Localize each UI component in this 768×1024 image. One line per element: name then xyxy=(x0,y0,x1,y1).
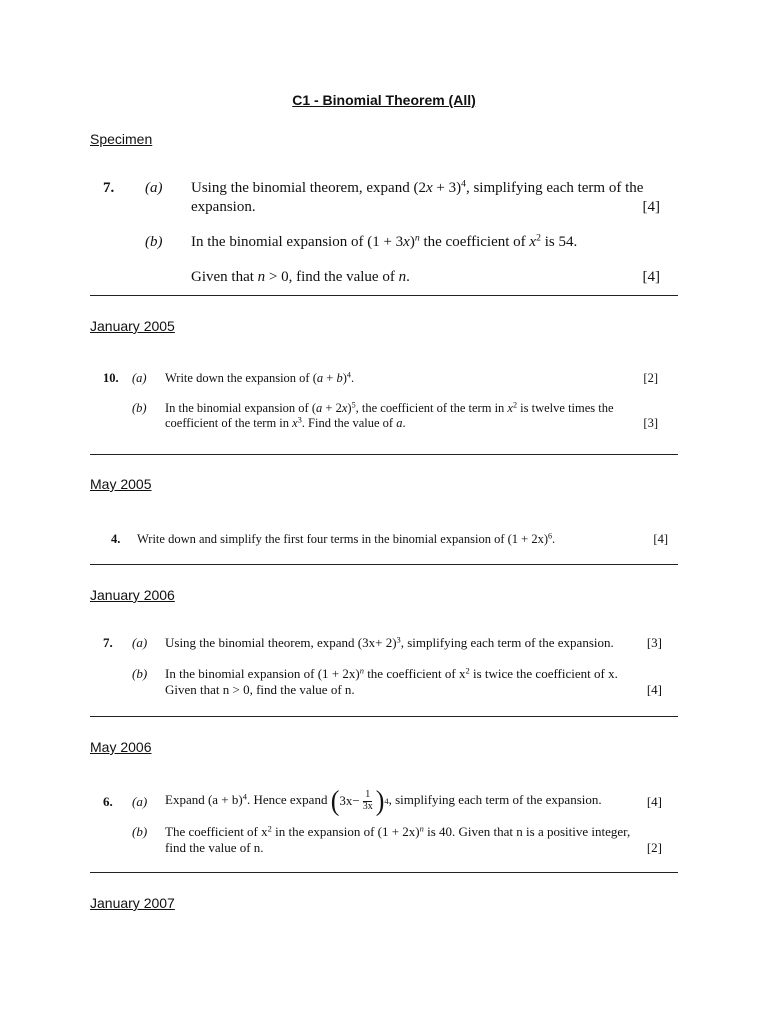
section-heading-jan-2007: January 2007 xyxy=(90,895,175,911)
part-b-marks: [4] xyxy=(642,269,660,285)
part-b-marks: [2] xyxy=(646,840,662,855)
part-b-text: The coefficient of $x^2$ in the expansion of $(1 + 2x)^n$ is 40. Given that n is a positive integer, xyxy=(165,823,631,839)
part-b-text-line2: Given that n > 0, find the value of n. xyxy=(165,682,355,697)
question-number: 7. xyxy=(103,180,115,196)
section-heading-may-2005: May 2005 xyxy=(90,476,152,492)
part-b-label: (b) xyxy=(145,234,163,250)
part-a-text: Expand $(a + b)^4$. Hence expand ( 3x− $\frac{1}{3x}$ ) 4 , simplifying each term of the expansion. xyxy=(165,782,602,819)
part-a-label: (a) xyxy=(132,635,148,650)
divider xyxy=(90,716,678,717)
part-b-text-line2: coefficient of the term in $x^3$. Find the value of a. xyxy=(165,415,406,430)
part-b-text: In the binomial expansion of $(1 + 3x)^n$ the coefficient of $x^2$ is 54. xyxy=(191,232,578,250)
divider xyxy=(90,564,678,565)
question-marks: [4] xyxy=(653,532,668,546)
part-a-marks: [3] xyxy=(646,635,662,650)
part-b-label: (b) xyxy=(132,401,147,415)
part-a-marks: [4] xyxy=(642,199,660,215)
page-title: C1 - Binomial Theorem (All) xyxy=(292,92,476,108)
question-number: 6. xyxy=(103,794,113,809)
part-b-marks: [4] xyxy=(646,682,662,697)
part-a-text: Write down the expansion of $(a + b)^4$. xyxy=(165,370,355,385)
question-number: 4. xyxy=(111,532,121,546)
part-b-text: In the binomial expansion of $(1 + 2x)^n$ the coefficient of $x^2$ is twice the coefficient of x. xyxy=(165,665,618,681)
part-a-label: (a) xyxy=(132,371,147,385)
section-heading-may-2006: May 2006 xyxy=(90,739,152,755)
part-a-marks: [4] xyxy=(646,794,662,809)
section-heading-jan-2006: January 2006 xyxy=(90,587,175,603)
section-heading-specimen: Specimen xyxy=(90,131,153,147)
part-a-marks: [2] xyxy=(643,371,658,385)
question-number: 7. xyxy=(103,635,113,650)
part-b-text-line2: find the value of n. xyxy=(165,840,264,855)
fraction-expression: ( 3x− $\frac{1}{3x}$ ) 4 xyxy=(330,784,389,817)
part-b-marks: [3] xyxy=(643,416,658,430)
part-a-label: (a) xyxy=(145,180,163,196)
part-b-condition: Given that n > 0, find the value of n. xyxy=(191,269,410,285)
divider xyxy=(90,872,678,873)
part-b-text: In the binomial expansion of $(a + 2x)^5$, the coefficient of the term in $x^2$ is twelve times the xyxy=(165,400,614,415)
divider xyxy=(90,454,678,455)
part-a-text-line2: expansion. xyxy=(191,199,256,215)
section-heading-jan-2005: January 2005 xyxy=(90,318,175,334)
divider xyxy=(90,295,678,296)
part-b-label: (b) xyxy=(132,824,148,839)
part-a-text: Using the binomial theorem, expand $(3x+ 2)^3$, simplifying each term of the expansion. xyxy=(165,634,614,650)
question-text: Write down and simplify the first four terms in the binomial expansion of $(1 + 2x)^6$. xyxy=(137,531,556,546)
part-a-label: (a) xyxy=(132,794,148,809)
part-a-text: Using the binomial theorem, expand $(2x + 3)^4$, simplifying each term of the xyxy=(191,178,644,196)
part-b-label: (b) xyxy=(132,666,148,681)
question-number: 10. xyxy=(103,371,119,385)
